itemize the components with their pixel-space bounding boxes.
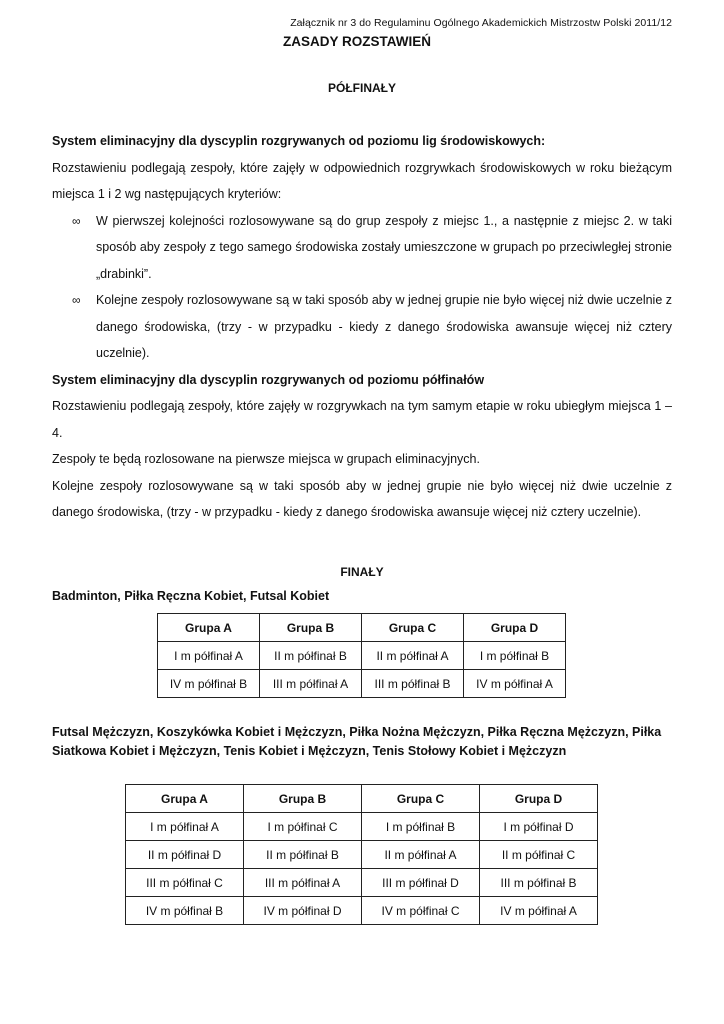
table-cell: II m półfinał C	[480, 841, 598, 869]
table-cell: I m półfinał C	[244, 813, 362, 841]
table-header-cell: Grupa C	[362, 785, 480, 813]
bullet-text: Kolejne zespoły rozlosowywane są w taki sposób aby w jednej grupie nie było więcej niż dwie uczelnie z danego środowiska, (trzy - w przypadku - kiedy z danego środowiska awansuje więcej niż cztery uczelnie).	[96, 293, 673, 360]
table1-caption: Badminton, Piłka Ręczna Kobiet, Futsal Kobiet	[52, 589, 330, 603]
table-header-cell: Grupa B	[244, 785, 362, 813]
table-cell: IV m półfinał C	[362, 897, 480, 925]
table-row	[126, 841, 598, 869]
table-cell: I m półfinał D	[480, 813, 598, 841]
table-cell: IV m półfinał A	[464, 670, 566, 698]
table-header-cell: Grupa D	[480, 785, 598, 813]
table2-caption-line: Futsal Mężczyzn, Koszykówka Kobiet i Mężczyzn, Piłka Nożna Mężczyzn, Piłka Ręczna Mężczyzn, Piłka	[52, 725, 662, 739]
table-cell: III m półfinał B	[480, 869, 598, 897]
table-cell: IV m półfinał B	[158, 670, 260, 698]
infinity-bullet-icon: ∞	[72, 293, 81, 307]
table-cell: IV m półfinał A	[480, 897, 598, 925]
section1-intro: Rozstawieniu podlegają zespoły, które zajęły w odpowiednich rozgrywkach środowiskowych w roku bieżącym miejsca 1 i 2 wg następujących kryteriów:	[52, 160, 672, 201]
table-row	[126, 813, 598, 841]
table-row	[158, 642, 566, 670]
table-header-row	[158, 614, 566, 642]
table-row	[126, 897, 598, 925]
annex-note: Załącznik nr 3 do Regulaminu Ogólnego Akademickich Mistrzostw Polski 2011/12	[290, 17, 672, 29]
bullet-text: W pierwszej kolejności rozlosowywane są do grup zespoły z miejsc 1., a następnie z miejsc 2. w taki sposób aby zespoły z tego samego środowiska zostały umieszczone w grupach po przeciwległej stronie „drabinki”.	[96, 213, 672, 281]
semifinals-heading: PÓŁFINAŁY	[328, 81, 396, 95]
document-title: ZASADY ROZSTAWIEŃ	[283, 34, 432, 49]
finals-heading: FINAŁY	[340, 565, 384, 579]
table-header-cell: Grupa A	[126, 785, 244, 813]
table-header-cell: Grupa C	[362, 614, 464, 642]
finals-table-1	[157, 613, 566, 698]
table-cell: I m półfinał A	[126, 813, 244, 841]
table-header-cell: Grupa B	[260, 614, 362, 642]
table-cell: II m półfinał A	[362, 642, 464, 670]
table-cell: III m półfinał A	[244, 869, 362, 897]
table-header-cell: Grupa A	[158, 614, 260, 642]
table-cell: I m półfinał B	[362, 813, 480, 841]
bullet-item	[52, 287, 672, 367]
table-cell: IV m półfinał D	[244, 897, 362, 925]
table-cell: II m półfinał A	[362, 841, 480, 869]
bullet-item	[52, 208, 672, 288]
table-row	[126, 869, 598, 897]
table-header-cell: Grupa D	[464, 614, 566, 642]
infinity-bullet-icon: ∞	[72, 213, 81, 228]
section2-heading: System eliminacyjny dla dyscyplin rozgrywanych od poziomu półfinałów	[52, 372, 485, 387]
table-cell: II m półfinał B	[260, 642, 362, 670]
table-row	[158, 670, 566, 698]
section2-paragraph: Zespoły te będą rozlosowane na pierwsze miejsca w grupach eliminacyjnych.	[52, 452, 480, 466]
table-cell: III m półfinał C	[126, 869, 244, 897]
finals-table-2	[125, 784, 598, 925]
table-cell: II m półfinał B	[244, 841, 362, 869]
table2-caption	[52, 723, 677, 761]
table-cell: III m półfinał A	[260, 670, 362, 698]
semifinals-body	[52, 128, 672, 526]
table-cell: I m półfinał B	[464, 642, 566, 670]
table-cell: I m półfinał A	[158, 642, 260, 670]
table-header-row	[126, 785, 598, 813]
table-cell: III m półfinał D	[362, 869, 480, 897]
table-cell: III m półfinał B	[362, 670, 464, 698]
section2-paragraph: Kolejne zespoły rozlosowywane są w taki sposób aby w jednej grupie nie było więcej niż dwie uczelnie z danego środowiska, (trzy - w przypadku - kiedy z danego środowiska awansuje więcej niż cztery uczelnie).	[52, 478, 672, 519]
table-cell: II m półfinał D	[126, 841, 244, 869]
section1-heading: System eliminacyjny dla dyscyplin rozgrywanych od poziomu lig środowiskowych:	[52, 134, 546, 148]
table-cell: IV m półfinał B	[126, 897, 244, 925]
table2-caption-line: Siatkowa Kobiet i Mężczyzn, Tenis Kobiet i Mężczyzn, Tenis Stołowy Kobiet i Mężczyzn	[52, 744, 567, 758]
section2-paragraph: Rozstawieniu podlegają zespoły, które zajęły w rozgrywkach na tym samym etapie w roku ubiegłym miejsca 1 – 4.	[52, 399, 672, 440]
